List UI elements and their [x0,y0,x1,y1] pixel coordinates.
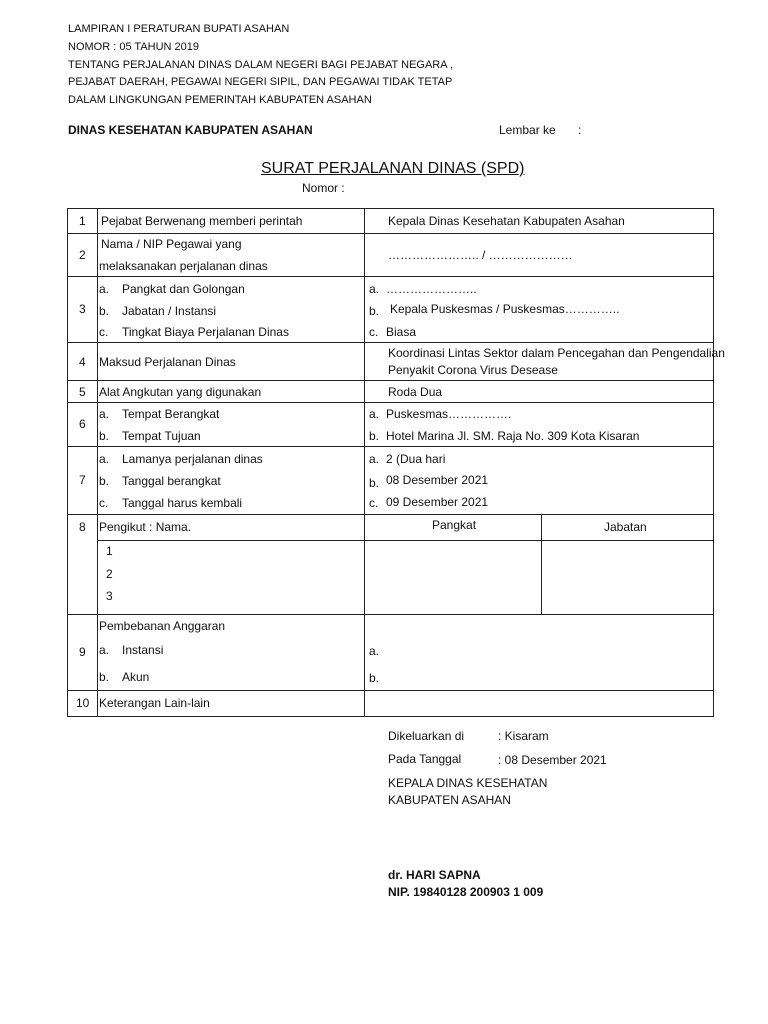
sheet-colon: : [578,123,582,137]
row-4-value-a: Koordinasi Lintas Sektor dalam Pencegahan dan Pengendalian [388,346,725,360]
row-8-label: Pengikut : Nama. [99,520,192,534]
row-3-value-a: ………………….. [386,282,477,296]
row-2-number: 2 [79,248,86,262]
row-3-value-letter-b: b. [369,304,380,318]
row-3-value-letter-c: c. [369,325,379,339]
follower-number-1: 1 [106,544,113,558]
row-9-value-letter-b: b. [369,671,380,685]
row-7-label-c: Tanggal harus kembali [122,496,243,510]
row-9-value-letter-a: a. [369,644,380,658]
follower-number-2: 2 [106,567,113,581]
row-4-label: Maksud Perjalanan Dinas [99,355,236,369]
row-6-value-a: Puskesmas……………. [386,407,512,421]
row-2-label-b: melaksanakan perjalanan dinas [99,259,268,273]
row-3-label-b: Jabatan / Instansi [122,304,217,318]
row-7-label-b: Tanggal berangkat [122,474,221,488]
row-10-label: Keterangan Lain-lain [99,696,210,710]
row-6-value-letter-a: a. [369,407,380,421]
row-3-label-c: Tingkat Biaya Perjalanan Dinas [122,325,289,339]
row-5-number: 5 [79,385,86,399]
row-6-label-b: Tempat Tujuan [122,429,201,443]
row-4-number: 4 [79,355,86,369]
row-3-letter-a: a. [99,282,110,296]
row-3-value-b: Kepala Puskesmas / Puskesmas………….. [390,302,620,316]
row-7-letter-b: b. [99,474,110,488]
regulation-subject-3: DALAM LINGKUNGAN PEMERINTAH KABUPATEN ASAHAN [68,94,372,106]
signer-office-line-2: KABUPATEN ASAHAN [388,793,511,807]
sheet-label: Lembar ke [499,123,556,137]
row-9-letter-a: a. [99,643,110,657]
row-8-number: 8 [79,520,86,534]
regulation-subject-2: PEJABAT DAERAH, PEGAWAI NEGERI SIPIL, DAN PEGAWAI TIDAK TETAP [68,76,453,88]
document-number-label: Nomor : [302,181,345,195]
signer-office-line-1: KEPALA DINAS KESEHATAN [388,776,548,790]
row-6-label-a: Tempat Berangkat [122,407,220,421]
row-6-letter-b: b. [99,429,110,443]
row-9-letter-b: b. [99,670,110,684]
row-7-value-letter-c: c. [369,496,379,510]
row-6-value-b: Hotel Marina Jl. SM. Raja No. 309 Kota Kisaran [386,429,640,443]
signer-nip: NIP. 19840128 200903 1 009 [388,885,544,899]
row-5-label: Alat Angkutan yang digunakan [99,385,262,399]
regulation-line-1: LAMPIRAN I PERATURAN BUPATI ASAHAN [68,23,290,35]
row-7-value-letter-b: b. [369,476,380,490]
row-7-value-b: 08 Desember 2021 [386,473,489,487]
column-pangkat-header: Pangkat [432,518,477,532]
row-9-label-b: Akun [122,670,150,684]
row-9-number: 9 [79,645,86,659]
row-2-label-a: Nama / NIP Pegawai yang [101,237,242,251]
row-9-label: Pembebanan Anggaran [99,619,226,633]
row-7-label-a: Lamanya perjalanan dinas [122,452,263,466]
row-1-value: Kepala Dinas Kesehatan Kabupaten Asahan [388,214,625,228]
issue-date-label: Pada Tanggal [388,752,462,766]
regulation-subject-1: TENTANG PERJALANAN DINAS DALAM NEGERI BAGI PEJABAT NEGARA , [68,59,454,71]
row-1-number: 1 [79,214,86,228]
row-3-label-a: Pangkat dan Golongan [122,282,245,296]
document-title: SURAT PERJALANAN DINAS (SPD) [261,160,525,177]
row-7-letter-a: a. [99,452,110,466]
row-7-value-letter-a: a. [369,452,380,466]
row-3-value-letter-a: a. [369,282,380,296]
row-6-value-letter-b: b. [369,429,380,443]
row-3-number: 3 [79,302,86,316]
row-10-number: 10 [76,696,90,710]
row-3-letter-c: c. [99,325,109,339]
row-3-letter-b: b. [99,304,110,318]
issue-date-value: : 08 Desember 2021 [498,753,607,767]
row-9-label-a: Instansi [122,643,164,657]
row-7-value-c: 09 Desember 2021 [386,495,489,509]
row-6-letter-a: a. [99,407,110,421]
issued-at-label: Dikeluarkan di [388,729,465,743]
issued-at-value: : Kisaram [498,729,549,743]
row-7-number: 7 [79,473,86,487]
row-2-value: ………………….. / ………………… [388,248,573,262]
row-7-value-a: 2 (Dua hari [386,452,446,466]
signer-name: dr. HARI SAPNA [388,868,481,882]
row-4-value-b: Penyakit Corona Virus Desease [388,363,558,377]
row-6-number: 6 [79,417,86,431]
row-7-letter-c: c. [99,496,109,510]
follower-number-3: 3 [106,589,113,603]
column-jabatan-header: Jabatan [604,520,647,534]
row-1-label: Pejabat Berwenang memberi perintah [101,214,303,228]
row-3-value-c: Biasa [386,325,417,339]
row-5-value: Roda Dua [388,385,443,399]
regulation-number: NOMOR : 05 TAHUN 2019 [68,41,200,53]
agency-name: DINAS KESEHATAN KABUPATEN ASAHAN [68,123,313,137]
